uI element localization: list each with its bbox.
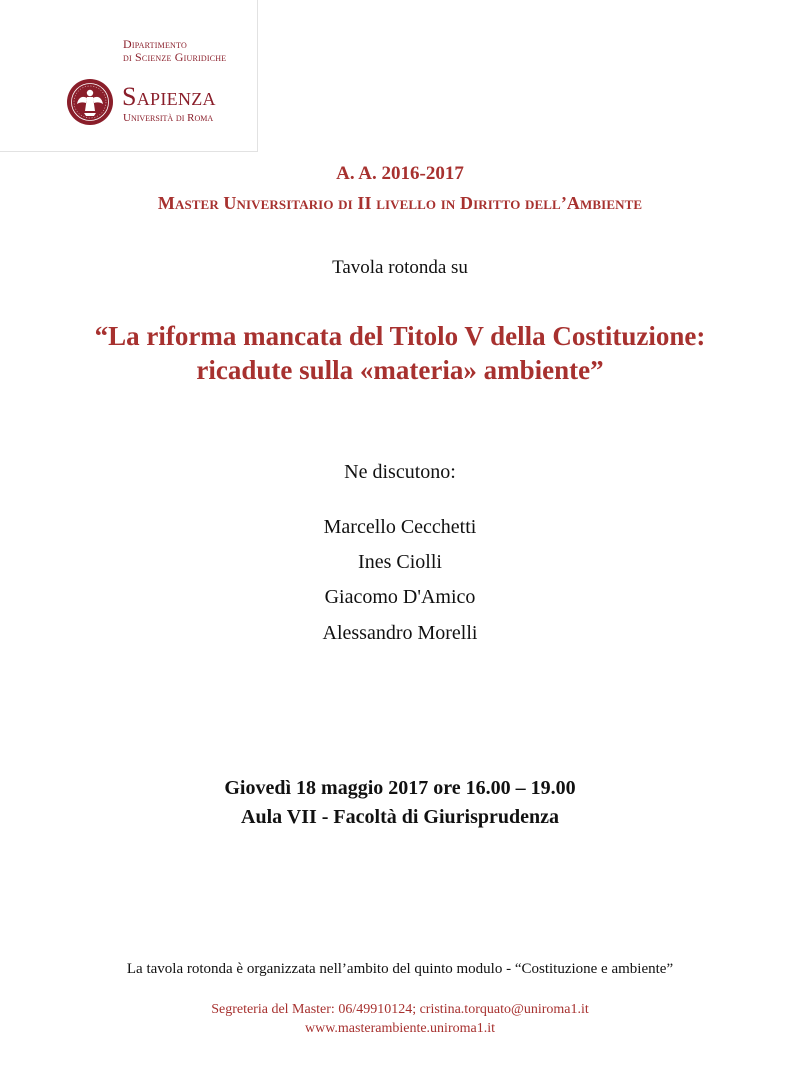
contact-info: Segreteria del Master: 06/49910124; cristina.torquato@uniroma1.it xyxy=(211,1002,589,1017)
module-note: La tavola rotonda è organizzata nell’ambito del quinto modulo - “Costituzione e ambiente” xyxy=(126,961,674,977)
department-name xyxy=(123,38,226,64)
event-title-line-2: ricadute sulla «materia» ambiente” xyxy=(196,355,604,385)
website-address: www.masterambiente.uniroma1.it xyxy=(305,1021,495,1036)
department-line-1: Dipartimento xyxy=(123,37,187,51)
event-date-time: Giovedì 18 maggio 2017 ore 16.00 – 19.00 xyxy=(224,777,576,799)
academic-year: A. A. 2016-2017 xyxy=(336,163,464,184)
university-name: Sapienza xyxy=(122,82,216,111)
round-table-intro: Tavola rotonda su xyxy=(332,257,468,278)
speakers-heading: Ne discutono: xyxy=(344,461,456,483)
speaker-name: Marcello Cecchetti xyxy=(323,516,477,538)
university-subtitle: Università di Roma xyxy=(123,112,214,124)
speaker-name: Alessandro Morelli xyxy=(322,622,478,644)
master-title: Master Universitario di II livello in Diritto dell’Ambiente xyxy=(157,193,643,213)
event-location: Aula VII - Facoltà di Giurisprudenza xyxy=(241,806,559,828)
speaker-name: Ines Ciolli xyxy=(358,551,442,573)
event-title-line-1: “La riforma mancata del Titolo V della Costituzione: xyxy=(94,321,706,351)
speaker-name: Giacomo D'Amico xyxy=(324,586,476,608)
department-line-2: di Scienze Giuridiche xyxy=(123,50,227,64)
university-logo-block xyxy=(0,0,258,152)
sapienza-seal-icon xyxy=(66,78,114,126)
